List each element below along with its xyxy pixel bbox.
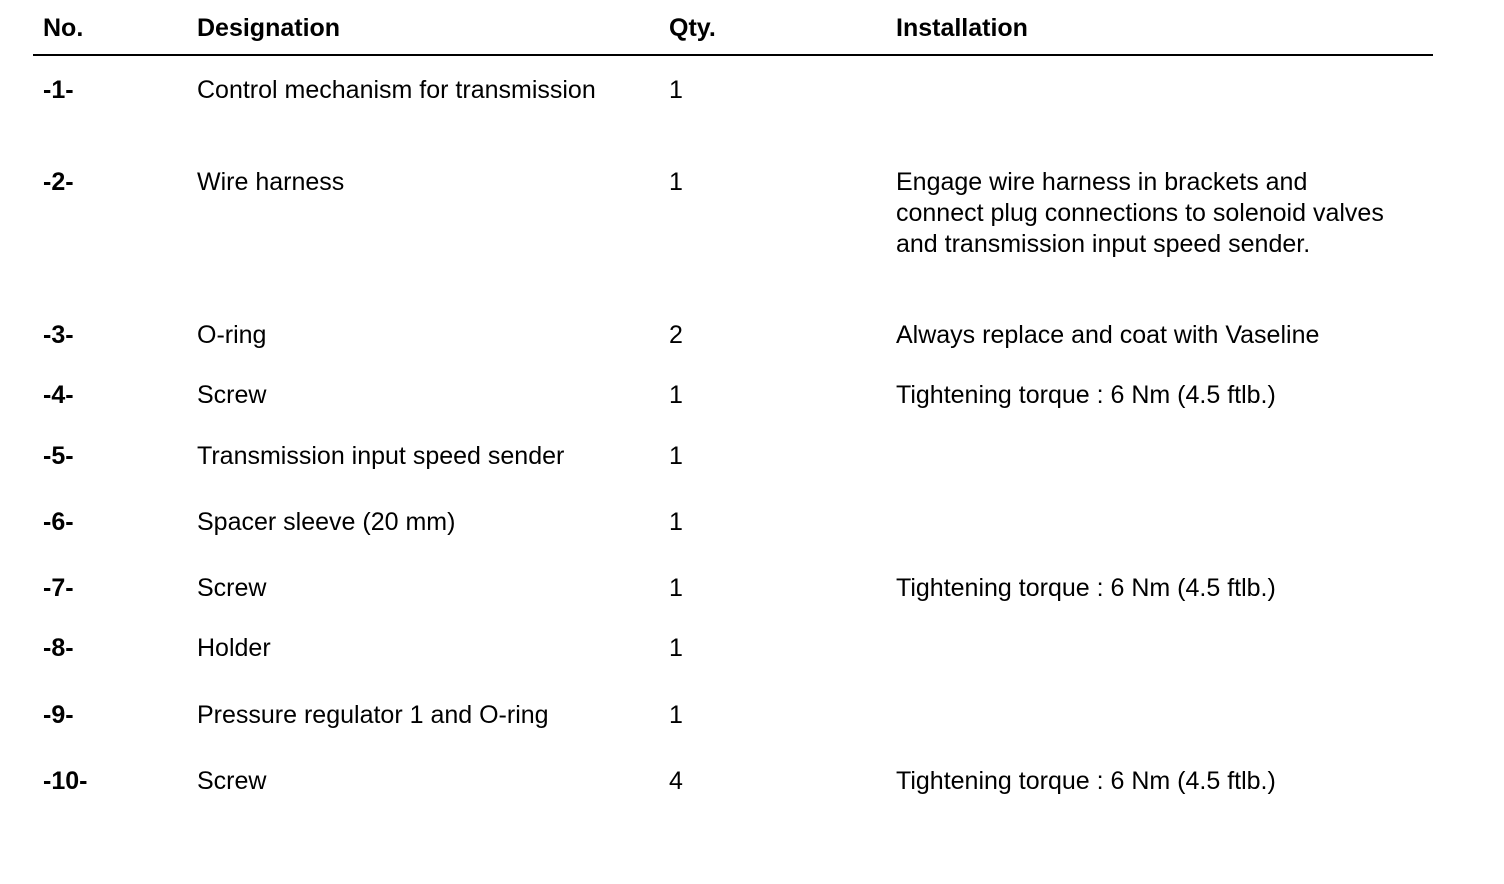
row-number: -4- bbox=[43, 381, 74, 409]
row-number: -5- bbox=[43, 442, 74, 470]
row-quantity: 1 bbox=[669, 701, 683, 729]
row-installation: Tightening torque : 6 Nm (4.5 ftlb.) bbox=[896, 767, 1276, 795]
row-designation: Transmission input speed sender bbox=[197, 442, 565, 470]
row-designation: Wire harness bbox=[197, 168, 345, 196]
row-designation: Screw bbox=[197, 574, 267, 602]
row-number: -3- bbox=[43, 321, 74, 349]
row-designation: Pressure regulator 1 and O-ring bbox=[197, 701, 549, 729]
row-number: -6- bbox=[43, 508, 74, 536]
row-quantity: 1 bbox=[669, 634, 683, 662]
row-designation: Holder bbox=[197, 634, 271, 662]
row-designation: Control mechanism for transmission bbox=[197, 76, 596, 104]
row-number: -7- bbox=[43, 574, 74, 602]
row-installation: Always replace and coat with Vaseline bbox=[896, 321, 1320, 349]
row-installation: Tightening torque : 6 Nm (4.5 ftlb.) bbox=[896, 381, 1276, 409]
header-no: No. bbox=[43, 14, 84, 42]
row-quantity: 4 bbox=[669, 767, 683, 795]
row-installation: Tightening torque : 6 Nm (4.5 ftlb.) bbox=[896, 574, 1276, 602]
header-divider bbox=[33, 54, 1433, 56]
row-quantity: 1 bbox=[669, 76, 683, 104]
row-number: -2- bbox=[43, 168, 74, 196]
row-designation: Spacer sleeve (20 mm) bbox=[197, 508, 456, 536]
row-installation: Engage wire harness in brackets and connect plug connections to solenoid valves and transmission input speed sender. bbox=[896, 168, 1384, 258]
row-quantity: 1 bbox=[669, 381, 683, 409]
row-quantity: 1 bbox=[669, 574, 683, 602]
row-number: -1- bbox=[43, 76, 74, 104]
header-qty: Qty. bbox=[669, 14, 716, 42]
row-quantity: 1 bbox=[669, 168, 683, 196]
table-header bbox=[0, 0, 1504, 56]
row-quantity: 2 bbox=[669, 321, 683, 349]
row-designation: Screw bbox=[197, 381, 267, 409]
row-number: -10- bbox=[43, 767, 88, 795]
row-designation: Screw bbox=[197, 767, 267, 795]
row-quantity: 1 bbox=[669, 442, 683, 470]
row-quantity: 1 bbox=[669, 508, 683, 536]
row-number: -9- bbox=[43, 701, 74, 729]
row-designation: O-ring bbox=[197, 321, 267, 349]
row-number: -8- bbox=[43, 634, 74, 662]
header-installation: Installation bbox=[896, 14, 1028, 42]
header-designation: Designation bbox=[197, 14, 341, 42]
